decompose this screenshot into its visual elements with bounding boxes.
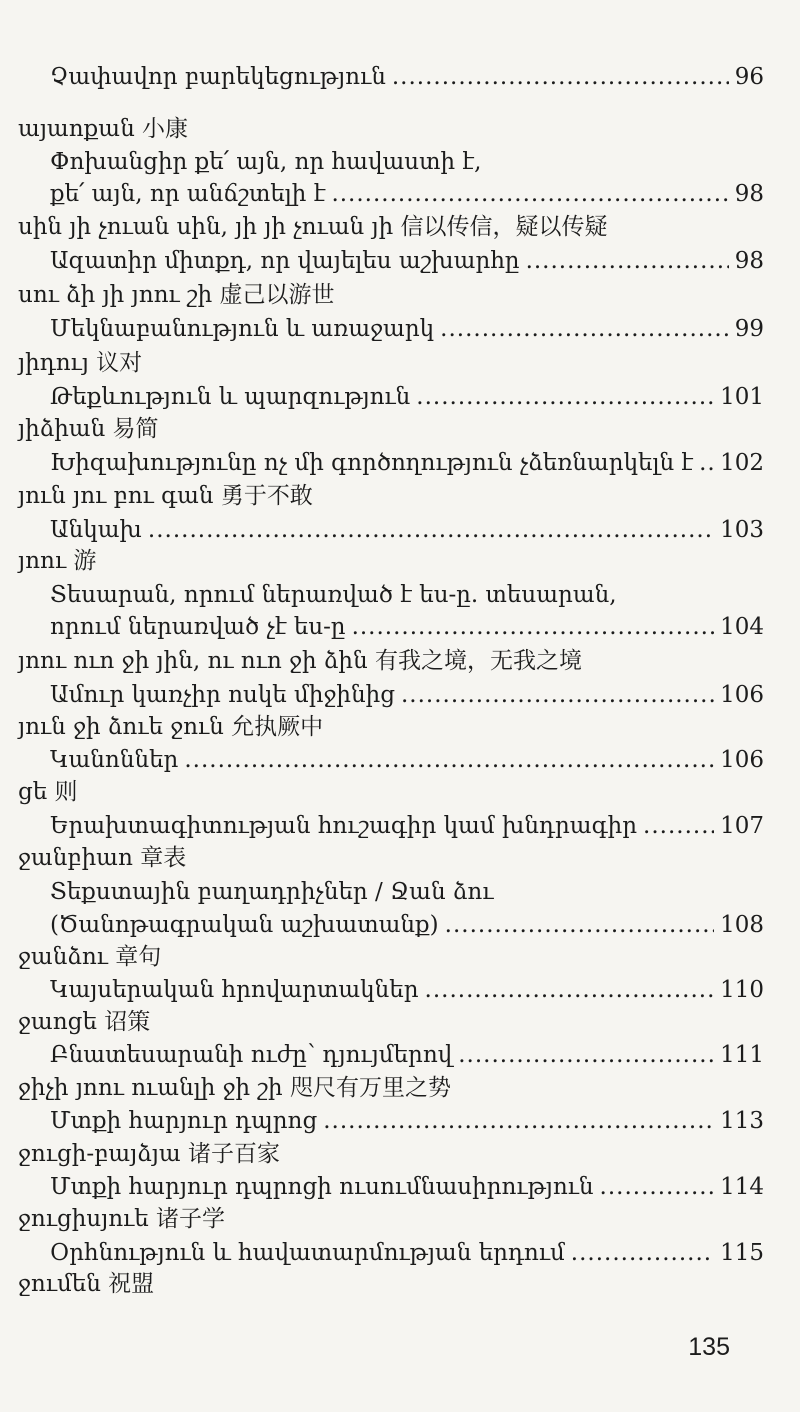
toc-page: 103 — [720, 517, 764, 543]
toc-title: Անկախ — [50, 517, 142, 543]
toc-line — [50, 380, 764, 414]
toc-title: Թեքևություն և պարզություն — [50, 384, 411, 410]
entry-subline: Տեսարան, որում ներառված է ես-ը. տեսարան, — [50, 582, 617, 608]
toc-line — [50, 908, 764, 942]
toc-line — [50, 973, 764, 1007]
toc-line — [50, 446, 764, 480]
toc-page: 114 — [720, 1174, 764, 1200]
toc-page: 113 — [720, 1108, 764, 1134]
toc-line — [50, 1236, 764, 1270]
toc-title: որում ներառված չէ ես-ը — [50, 614, 346, 640]
entry-term: սու ձի յի յոու շի 虚己以游世 — [18, 282, 335, 308]
dot-leader — [600, 1170, 715, 1204]
toc-line — [50, 312, 764, 346]
toc-line — [50, 244, 764, 278]
toc-line — [50, 60, 764, 94]
toc-page: 98 — [734, 248, 764, 274]
dot-leader — [440, 312, 729, 346]
entry-term: ջուցիսյուե 诸子学 — [18, 1206, 226, 1232]
toc-title: Կանոններ — [50, 747, 179, 773]
entry-term: սին յի չուան սին, յի յի չուան յի 信以传信，疑以传疑 — [18, 214, 608, 240]
entry-term: յոու ուո ջի յին, ու ուո ջի ձին 有我之境，无我之境 — [18, 648, 582, 674]
toc-title: Բնատեսարանի ուժը՝ դյույմերով — [50, 1042, 453, 1068]
toc-line — [50, 678, 764, 712]
toc-page: 115 — [720, 1240, 764, 1266]
dot-leader — [699, 446, 714, 480]
entry-term: ցե 则 — [18, 779, 78, 805]
entry-term: յուն ջի ձուե ջուն 允执厥中 — [18, 714, 324, 740]
dot-leader — [643, 809, 714, 843]
toc-title: Մեկնաբանություն և առաջարկ — [50, 316, 435, 342]
dot-leader — [526, 244, 729, 278]
entry-term: ջանբիաո 章表 — [18, 845, 187, 871]
dot-leader — [331, 177, 728, 211]
toc-page: 102 — [720, 450, 764, 476]
entry-term: ջիչի յոու ուանլի ջի շի 咫尺有万里之势 — [18, 1075, 451, 1101]
toc-line — [50, 743, 764, 777]
toc-page: 98 — [734, 181, 764, 207]
toc-title: Ամուր կառչիր ոսկե միջինից — [50, 682, 395, 708]
entry-term: ջաոցե 诏策 — [18, 1009, 151, 1035]
toc-title: Երախտագիտության հուշագիր կամ խնդրագիր — [50, 813, 638, 839]
toc-line — [50, 513, 764, 547]
dot-leader — [323, 1104, 714, 1138]
toc-line — [50, 1038, 764, 1072]
entry-term: յիձիան 易简 — [18, 416, 159, 442]
toc-title: Չափավոր բարեկեցություն — [50, 64, 386, 90]
entry-term: յուն յու բու գան 勇于不敢 — [18, 483, 313, 509]
toc-page: 107 — [720, 813, 764, 839]
toc-line — [50, 1170, 764, 1204]
toc-line — [50, 177, 764, 211]
toc-page: 110 — [720, 977, 764, 1003]
dot-leader — [425, 973, 715, 1007]
toc-line — [50, 1104, 764, 1138]
entry-term: յիդույ 议对 — [18, 350, 143, 376]
entry-subline: Տեքստային բաղադրիչներ / Ջան ձու — [50, 879, 494, 905]
toc-page: 96 — [734, 64, 764, 90]
toc-page: 108 — [720, 912, 764, 938]
dot-leader — [352, 610, 715, 644]
dot-leader — [571, 1236, 714, 1270]
dot-leader — [184, 743, 714, 777]
toc-title: Օրհնություն և հավատարմության երդում — [50, 1240, 565, 1266]
dot-leader — [401, 678, 714, 712]
toc-page: 106 — [720, 682, 764, 708]
page-number: 135 — [688, 1333, 730, 1361]
dot-leader — [458, 1038, 714, 1072]
entry-term: յոու 游 — [18, 548, 97, 574]
entry-term: ջումեն 祝盟 — [18, 1271, 155, 1297]
toc-line — [50, 809, 764, 843]
dot-leader — [445, 908, 714, 942]
entry-term: ջանձու 章句 — [18, 944, 162, 970]
toc-page: 104 — [720, 614, 764, 640]
toc-title: Խիզախությունը ոչ մի գործողություն չձեռնարկելն է — [50, 450, 694, 476]
toc-page: 101 — [720, 384, 764, 410]
toc-line — [50, 610, 764, 644]
entry-term: ջուցի-բայձյա 诸子百家 — [18, 1141, 280, 1167]
toc-title: Մտքի հարյուր դպրոցի ուսումնասիրություն — [50, 1174, 594, 1200]
entry-term: այաոքան 小康 — [18, 116, 189, 142]
dot-leader — [416, 380, 714, 414]
dot-leader — [392, 60, 729, 94]
toc-page: 111 — [720, 1042, 764, 1068]
toc-page: 99 — [734, 316, 764, 342]
toc-title: Կայսերական հրովարտակներ — [50, 977, 419, 1003]
toc-title: (Ծանոթագրական աշխատանք) — [50, 912, 439, 938]
toc-title: Ազատիր միտքդ, որ վայելես աշխարհը — [50, 248, 520, 274]
toc-title: քե՛ այն, որ անճշտելի է — [50, 181, 326, 207]
toc-title: Մտքի հարյուր դպրոց — [50, 1108, 318, 1134]
entry-subline: Փոխանցիր քե՛ այն, որ հավաստի է, — [50, 149, 482, 175]
toc-page: 106 — [720, 747, 764, 773]
dot-leader — [148, 513, 714, 547]
